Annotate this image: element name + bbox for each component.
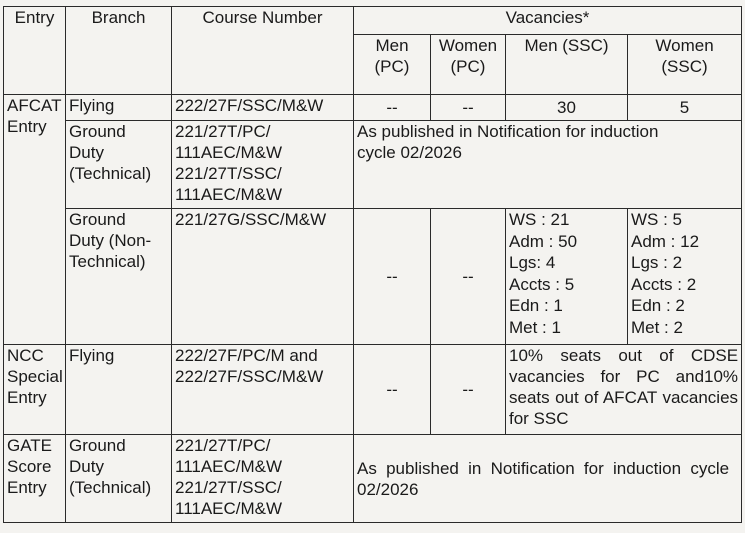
course-cell: 221/27G/SSC/M&W	[172, 209, 354, 345]
entry-afcat: AFCAT Entry	[4, 95, 66, 345]
branch-cell: Ground Duty (Technical)	[66, 121, 172, 209]
course-cell: 222/27F/PC/M and 222/27F/SSC/M&W	[172, 345, 354, 435]
men-pc-cell: --	[354, 209, 431, 345]
header-women-ssc: Women (SSC)	[628, 35, 742, 95]
women-pc-cell: --	[431, 95, 506, 121]
table-row	[4, 435, 742, 523]
branch-cell: Ground Duty (Non- Technical)	[66, 209, 172, 345]
branch-cell: Flying	[66, 95, 172, 121]
table-row	[4, 121, 742, 209]
women-pc-cell: --	[431, 209, 506, 345]
entry-ncc: NCC Special Entry	[4, 345, 66, 435]
header-vacancies: Vacancies*	[354, 7, 742, 35]
women-pc-cell: --	[431, 345, 506, 435]
women-ssc-breakdown: WS : 5 Adm : 12 Lgs : 2 Accts : 2 Edn : 2 Met : 2	[628, 209, 742, 345]
header-men-ssc: Men (SSC)	[506, 35, 628, 95]
note-cell: As published in Notification for induction cycle 02/2026	[354, 121, 742, 209]
branch-cell: Flying	[66, 345, 172, 435]
men-pc-cell: --	[354, 345, 431, 435]
header-branch: Branch	[66, 7, 172, 95]
note-cell: As published in Notification for induction cycle 02/2026	[354, 435, 742, 523]
men-ssc-cell: 30	[506, 95, 628, 121]
header-entry: Entry	[4, 7, 66, 95]
header-women-pc: Women (PC)	[431, 35, 506, 95]
table-row	[4, 345, 742, 435]
women-ssc-cell: 5	[628, 95, 742, 121]
header-course-number: Course Number	[172, 7, 354, 95]
course-cell: 221/27T/PC/ 111AEC/M&W 221/27T/SSC/ 111AEC/M&W	[172, 121, 354, 209]
note-cell: 10% seats out of CDSE vacancies for PC and10% seats out of AFCAT vacancies for SSC	[506, 345, 742, 435]
men-ssc-breakdown: WS : 21 Adm : 50 Lgs: 4 Accts : 5 Edn : 1 Met : 1	[506, 209, 628, 345]
course-cell: 221/27T/PC/ 111AEC/M&W 221/27T/SSC/ 111AEC/M&W	[172, 435, 354, 523]
table-row	[4, 209, 742, 345]
header-men-pc: Men (PC)	[354, 35, 431, 95]
entry-gate: GATE Score Entry	[4, 435, 66, 523]
branch-cell: Ground Duty (Technical)	[66, 435, 172, 523]
course-cell: 222/27F/SSC/M&W	[172, 95, 354, 121]
vacancy-table	[3, 6, 742, 523]
header-row	[4, 7, 742, 35]
table-row	[4, 95, 742, 121]
men-pc-cell: --	[354, 95, 431, 121]
